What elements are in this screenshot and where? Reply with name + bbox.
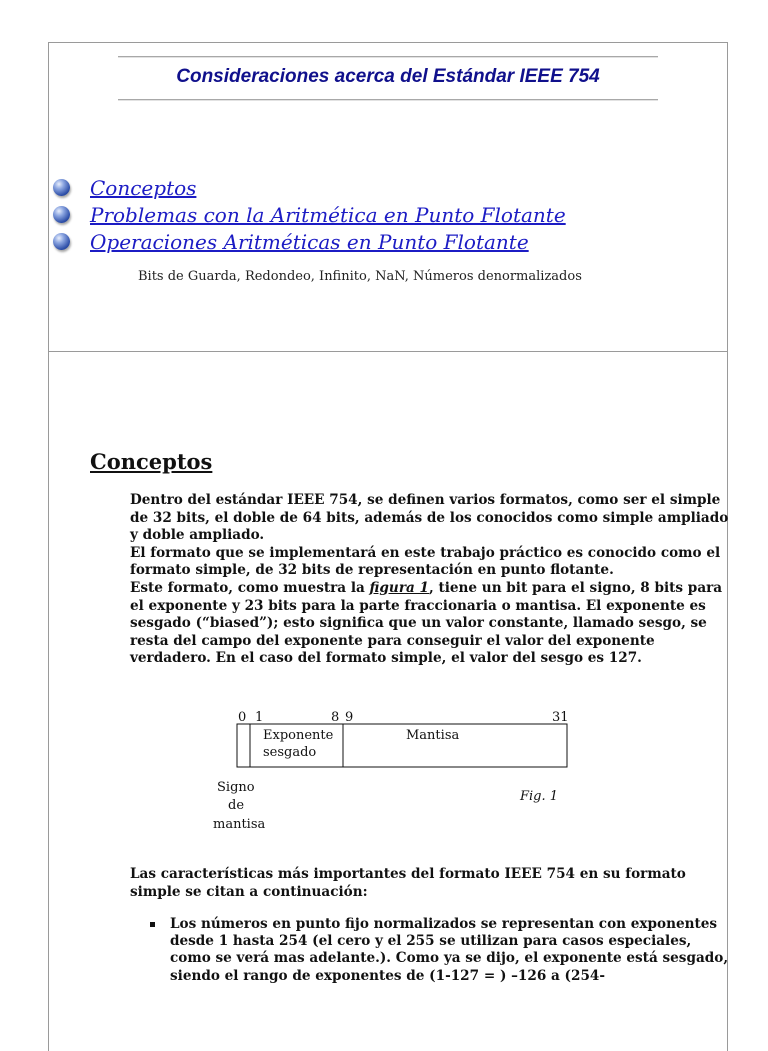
blue-sphere-bullet-icon (53, 179, 70, 196)
nav-item-problemas (52, 201, 566, 228)
bit-label-0: 0 (238, 710, 247, 725)
figure-caption: Fig. 1 (520, 789, 559, 804)
nav-link-operaciones[interactable]: Operaciones Aritméticas en Punto Flotante (90, 229, 529, 254)
conceptos-body (130, 492, 730, 668)
ieee754-format-figure (200, 700, 620, 840)
list-item (150, 916, 730, 985)
paragraph-formats: Dentro del estándar IEEE 754, se definen varios formatos, como ser el simple de 32 bits, el doble de 64 bits, además de los conocidos como simple ampliado y doble ampliado. (130, 492, 729, 544)
bottom-rule (118, 99, 658, 101)
square-bullet-icon (150, 922, 155, 927)
sign-label-3: mantisa (213, 817, 266, 832)
blue-sphere-bullet-icon (53, 233, 70, 250)
nav-item-conceptos (52, 174, 566, 201)
features-intro: Las características más importantes del formato IEEE 754 en su formato simple se citan a continuación: (130, 866, 686, 900)
list-item-text: Los números en punto fijo normalizados se representan con exponentes desde 1 hasta 254 (el cero y el 255 se utilizan para casos especiales, como se verá mas adelante.). Como ya se dijo, el exponente está sesgado, siendo el rango de exponentes de (1-127 = ) –126 a (254- (170, 916, 729, 984)
top-rule (118, 56, 658, 58)
bit-label-31: 31 (552, 710, 569, 725)
figure-1-link[interactable]: figura 1 (369, 579, 429, 596)
mantissa-label: Mantisa (406, 728, 460, 743)
bit-label-8: 8 (331, 710, 340, 725)
nav-list (52, 174, 566, 255)
exponent-label: Exponente (263, 728, 334, 743)
exponent-label-2: sesgado (263, 745, 317, 760)
page-title: Consideraciones acerca del Estándar IEEE 754 (176, 66, 600, 87)
nav-item-operaciones (52, 228, 566, 255)
sub-topics-links[interactable]: Bits de Guarda, Redondeo, Infinito, NaN, Números denormalizados (138, 269, 582, 284)
bit-label-9: 9 (345, 710, 354, 725)
nav-link-problemas[interactable]: Problemas con la Aritmética en Punto Flotante (90, 202, 566, 227)
paragraph-simple-format: El formato que se implementará en este trabajo práctico es conocido como el formato simple, de 32 bits de representación en punto flotante. (130, 544, 721, 579)
nav-link-conceptos[interactable]: Conceptos (90, 175, 197, 200)
text-span: Este formato, como muestra la (130, 579, 370, 596)
sign-label: Signo (217, 780, 255, 795)
bit-label-1: 1 (255, 710, 264, 725)
feature-list (150, 916, 730, 985)
section-heading-conceptos: Conceptos (90, 449, 213, 474)
blue-sphere-bullet-icon (53, 206, 70, 223)
text-span: , tiene un bit para el signo, 8 bits para el exponente y 23 bits para la parte fraccionaria o mantisa. El exponente es sesgado (“biased”); esto significa que un valor constante, llamado sesgo, se resta del campo del exponente para conseguir el valor del exponente verdadero. En el caso del formato simple, el valor del sesgo es 127. (130, 579, 723, 667)
format-diagram (200, 700, 620, 840)
paragraph-figure-description (130, 580, 730, 668)
sign-label-2: de (228, 798, 245, 813)
